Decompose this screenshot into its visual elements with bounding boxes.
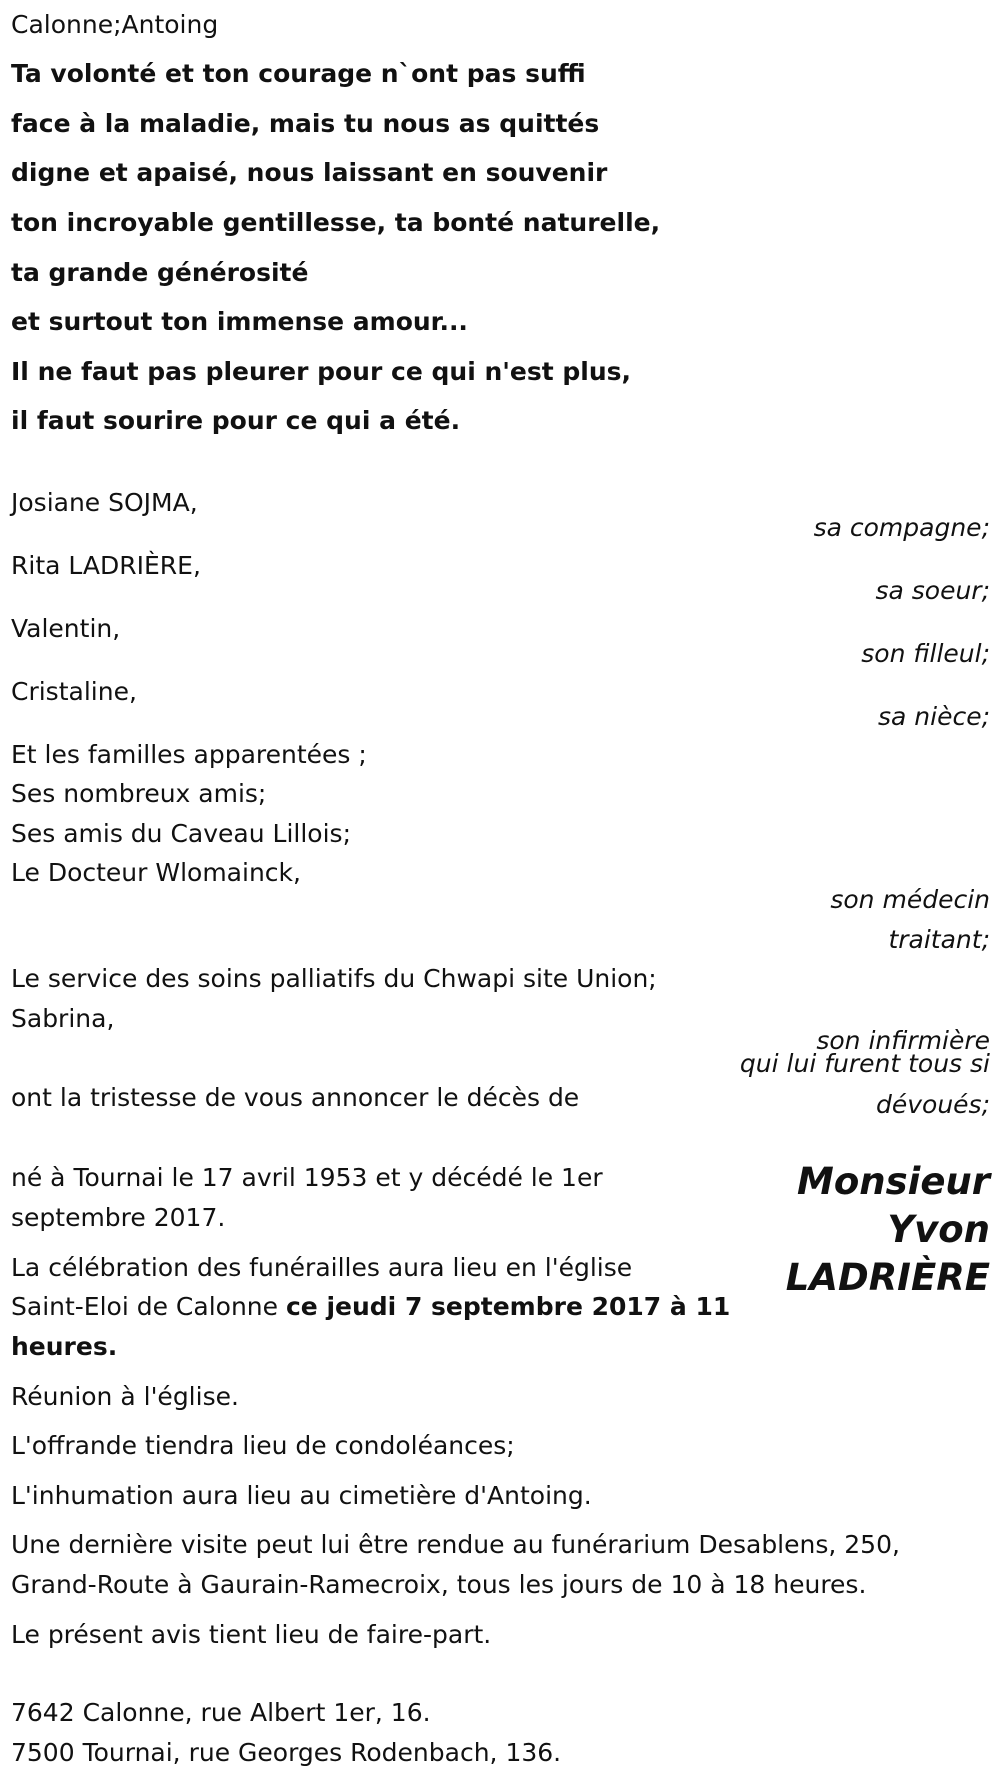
family-member-relation: sa nièce; <box>877 702 990 731</box>
palliative-service: Le service des soins palliatifs du Chwapi site Union; <box>11 964 657 993</box>
address: 7500 Tournai, rue Georges Rodenbach, 136. <box>11 1738 562 1767</box>
funeral-time: heures. <box>11 1332 118 1361</box>
poem-line: ton incroyable gentillesse, ta bonté naturelle, <box>11 208 661 237</box>
deceased-title: Monsieur <box>797 1160 990 1203</box>
poem-line: face à la maladie, mais tu nous as quittés <box>11 109 600 138</box>
funeral-info <box>11 1292 730 1322</box>
deceased-last-name: LADRIÈRE <box>785 1256 990 1299</box>
burial-info: L'inhumation aura lieu au cimetière d'Antoing. <box>11 1481 592 1510</box>
staff-relation: dévoués; <box>875 1090 990 1119</box>
other-mourner: Ses amis du Caveau Lillois; <box>11 819 351 848</box>
poem-line: Il ne faut pas pleurer pour ce qui n'est plus, <box>11 357 632 386</box>
poem-line: ta grande générosité <box>11 258 309 287</box>
family-member-relation: sa compagne; <box>813 513 990 542</box>
funeral-place: Saint-Eloi de Calonne <box>11 1292 286 1321</box>
family-member-relation: son filleul; <box>861 639 990 668</box>
family-member-name: Valentin, <box>11 614 121 643</box>
visit-info: Grand-Route à Gaurain-Ramecroix, tous les jours de 10 à 18 heures. <box>11 1570 867 1599</box>
birth-death: septembre 2017. <box>11 1203 226 1232</box>
other-mourner: Le Docteur Wlomainck, <box>11 858 301 887</box>
nurse-relation: son infirmière <box>816 1026 990 1055</box>
other-mourner: Et les familles apparentées ; <box>11 740 367 769</box>
location-header: Calonne;Antoing <box>11 10 219 39</box>
address: 7642 Calonne, rue Albert 1er, 16. <box>11 1698 431 1727</box>
family-member-relation: sa soeur; <box>875 576 990 605</box>
deceased-name <box>786 1158 990 1302</box>
funeral-info: La célébration des funérailles aura lieu en l'église <box>11 1253 633 1282</box>
poem-line: il faut sourire pour ce qui a été. <box>11 406 461 435</box>
staff-relation: qui lui furent tous si <box>739 1049 990 1078</box>
family-member-name: Rita LADRIÈRE, <box>11 551 201 580</box>
family-member-name: Josiane SOJMA, <box>11 488 198 517</box>
visit-info: Une dernière visite peut lui être rendue au funérarium Desablens, 250, <box>11 1530 900 1559</box>
doctor-relation: son médecin <box>830 885 990 914</box>
family-member-name: Cristaline, <box>11 677 137 706</box>
meeting-info: Réunion à l'église. <box>11 1382 239 1411</box>
funeral-date: ce jeudi 7 septembre 2017 à 11 <box>285 1292 731 1321</box>
deceased-first-name: Yvon <box>887 1208 990 1251</box>
birth-death: né à Tournai le 17 avril 1953 et y décédé le 1er <box>11 1163 603 1192</box>
announcement: ont la tristesse de vous annoncer le décès de <box>11 1083 580 1112</box>
offering-info: L'offrande tiendra lieu de condoléances; <box>11 1431 515 1460</box>
notice: Le présent avis tient lieu de faire-part. <box>11 1620 492 1649</box>
poem-line: et surtout ton immense amour... <box>11 307 468 336</box>
other-mourner: Ses nombreux amis; <box>11 779 267 808</box>
poem-line: Ta volonté et ton courage n`ont pas suffi <box>11 59 586 88</box>
nurse-name: Sabrina, <box>11 1004 115 1033</box>
doctor-relation: traitant; <box>888 925 990 954</box>
poem-line: digne et apaisé, nous laissant en souvenir <box>11 158 608 187</box>
